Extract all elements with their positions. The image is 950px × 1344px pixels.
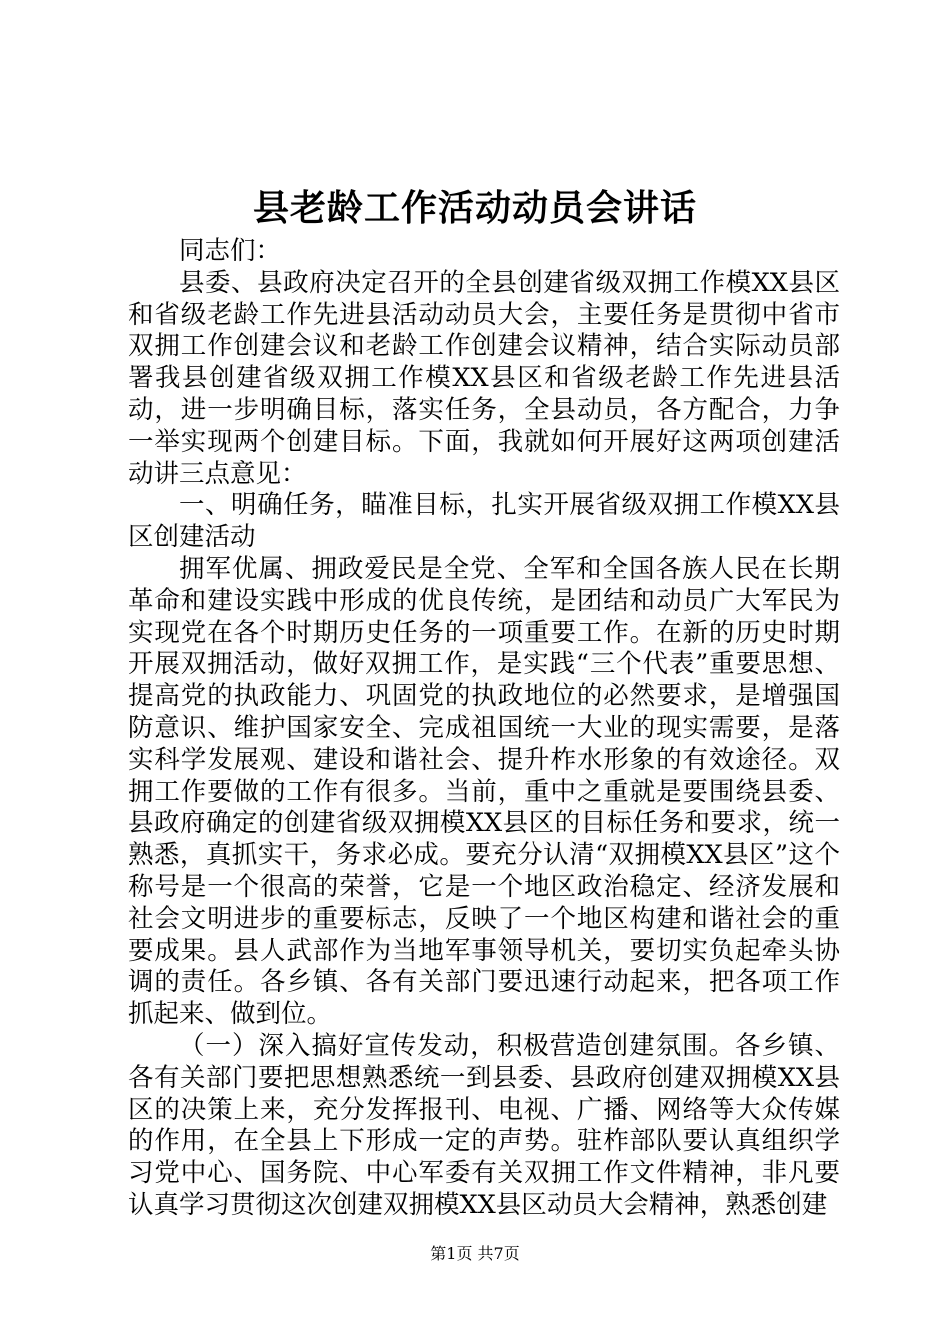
paragraph-intro: 县委、县政府决定召开的全县创建省级双拥工作模XX县区和省级老龄工作先进县活动动员大会，主要任务是贯彻中省市双拥工作创建会议和老龄工作创建会议精神，结合实际动员部署我县创建省级双拥工作模XX县区和省级老龄工作先进县活动，进一步明确目标，落实任务，全县动员，各方配合，力争一举实现两个创建目标。下面，我就如何开展好这两项创建活动讲三点意见： (128, 267, 840, 489)
paragraph-subsection-1: （一）深入搞好宣传发动，积极营造创建氛围。各乡镇、各有关部门要把思想熟悉统一到县委、县政府创建双拥模XX县区的决策上来，充分发挥报刊、电视、广播、网络等大众传媒的作用，在全县上下形成一定的声势。驻柞部队要认真组织学习党中心、国务院、中心军委有关双拥工作文件精神，非凡要认真学习贯彻这次创建双拥模XX县区动员大会精神，熟悉创建 (128, 1030, 840, 1220)
page-footer: 第1页 共7页 (430, 1244, 520, 1263)
document-title: 县老龄工作活动动员会讲话 (252, 187, 697, 229)
document-body (128, 236, 840, 1222)
paragraph-heading-1: 一、明确任务，瞄准目标，扎实开展省级双拥工作模XX县区创建活动 (128, 490, 840, 553)
paragraph-salutation: 同志们： (179, 236, 282, 266)
paragraph-body-1: 拥军优属、拥政爱民是全党、全军和全国各族人民在长期革命和建设实践中形成的优良传统，是团结和动员广大军民为实现党在各个时期历史任务的一项重要工作。在新的历史时期开展双拥活动，做好双拥工作，是实践“三个代表”重要思想、提高党的执政能力、巩固党的执政地位的必然要求，是增强国防意识、维护国家安全、完成祖国统一大业的现实需要，是落实科学发展观、建设和谐社会、提升柞水形象的有效途径。双拥工作要做的工作有很多。当前，重中之重就是要围绕县委、县政府确定的创建省级双拥模XX县区的目标任务和要求，统一熟悉，真抓实干，务求必成。要充分认清“双拥模XX县区”这个称号是一个很高的荣誉，它是一个地区政治稳定、经济发展和社会文明进步的重要标志，反映了一个地区构建和谐社会的重要成果。县人武部作为当地军事领导机关，要切实负起牵头协调的责任。各乡镇、各有关部门要迅速行动起来，把各项工作抓起来、做到位。 (128, 553, 840, 1030)
